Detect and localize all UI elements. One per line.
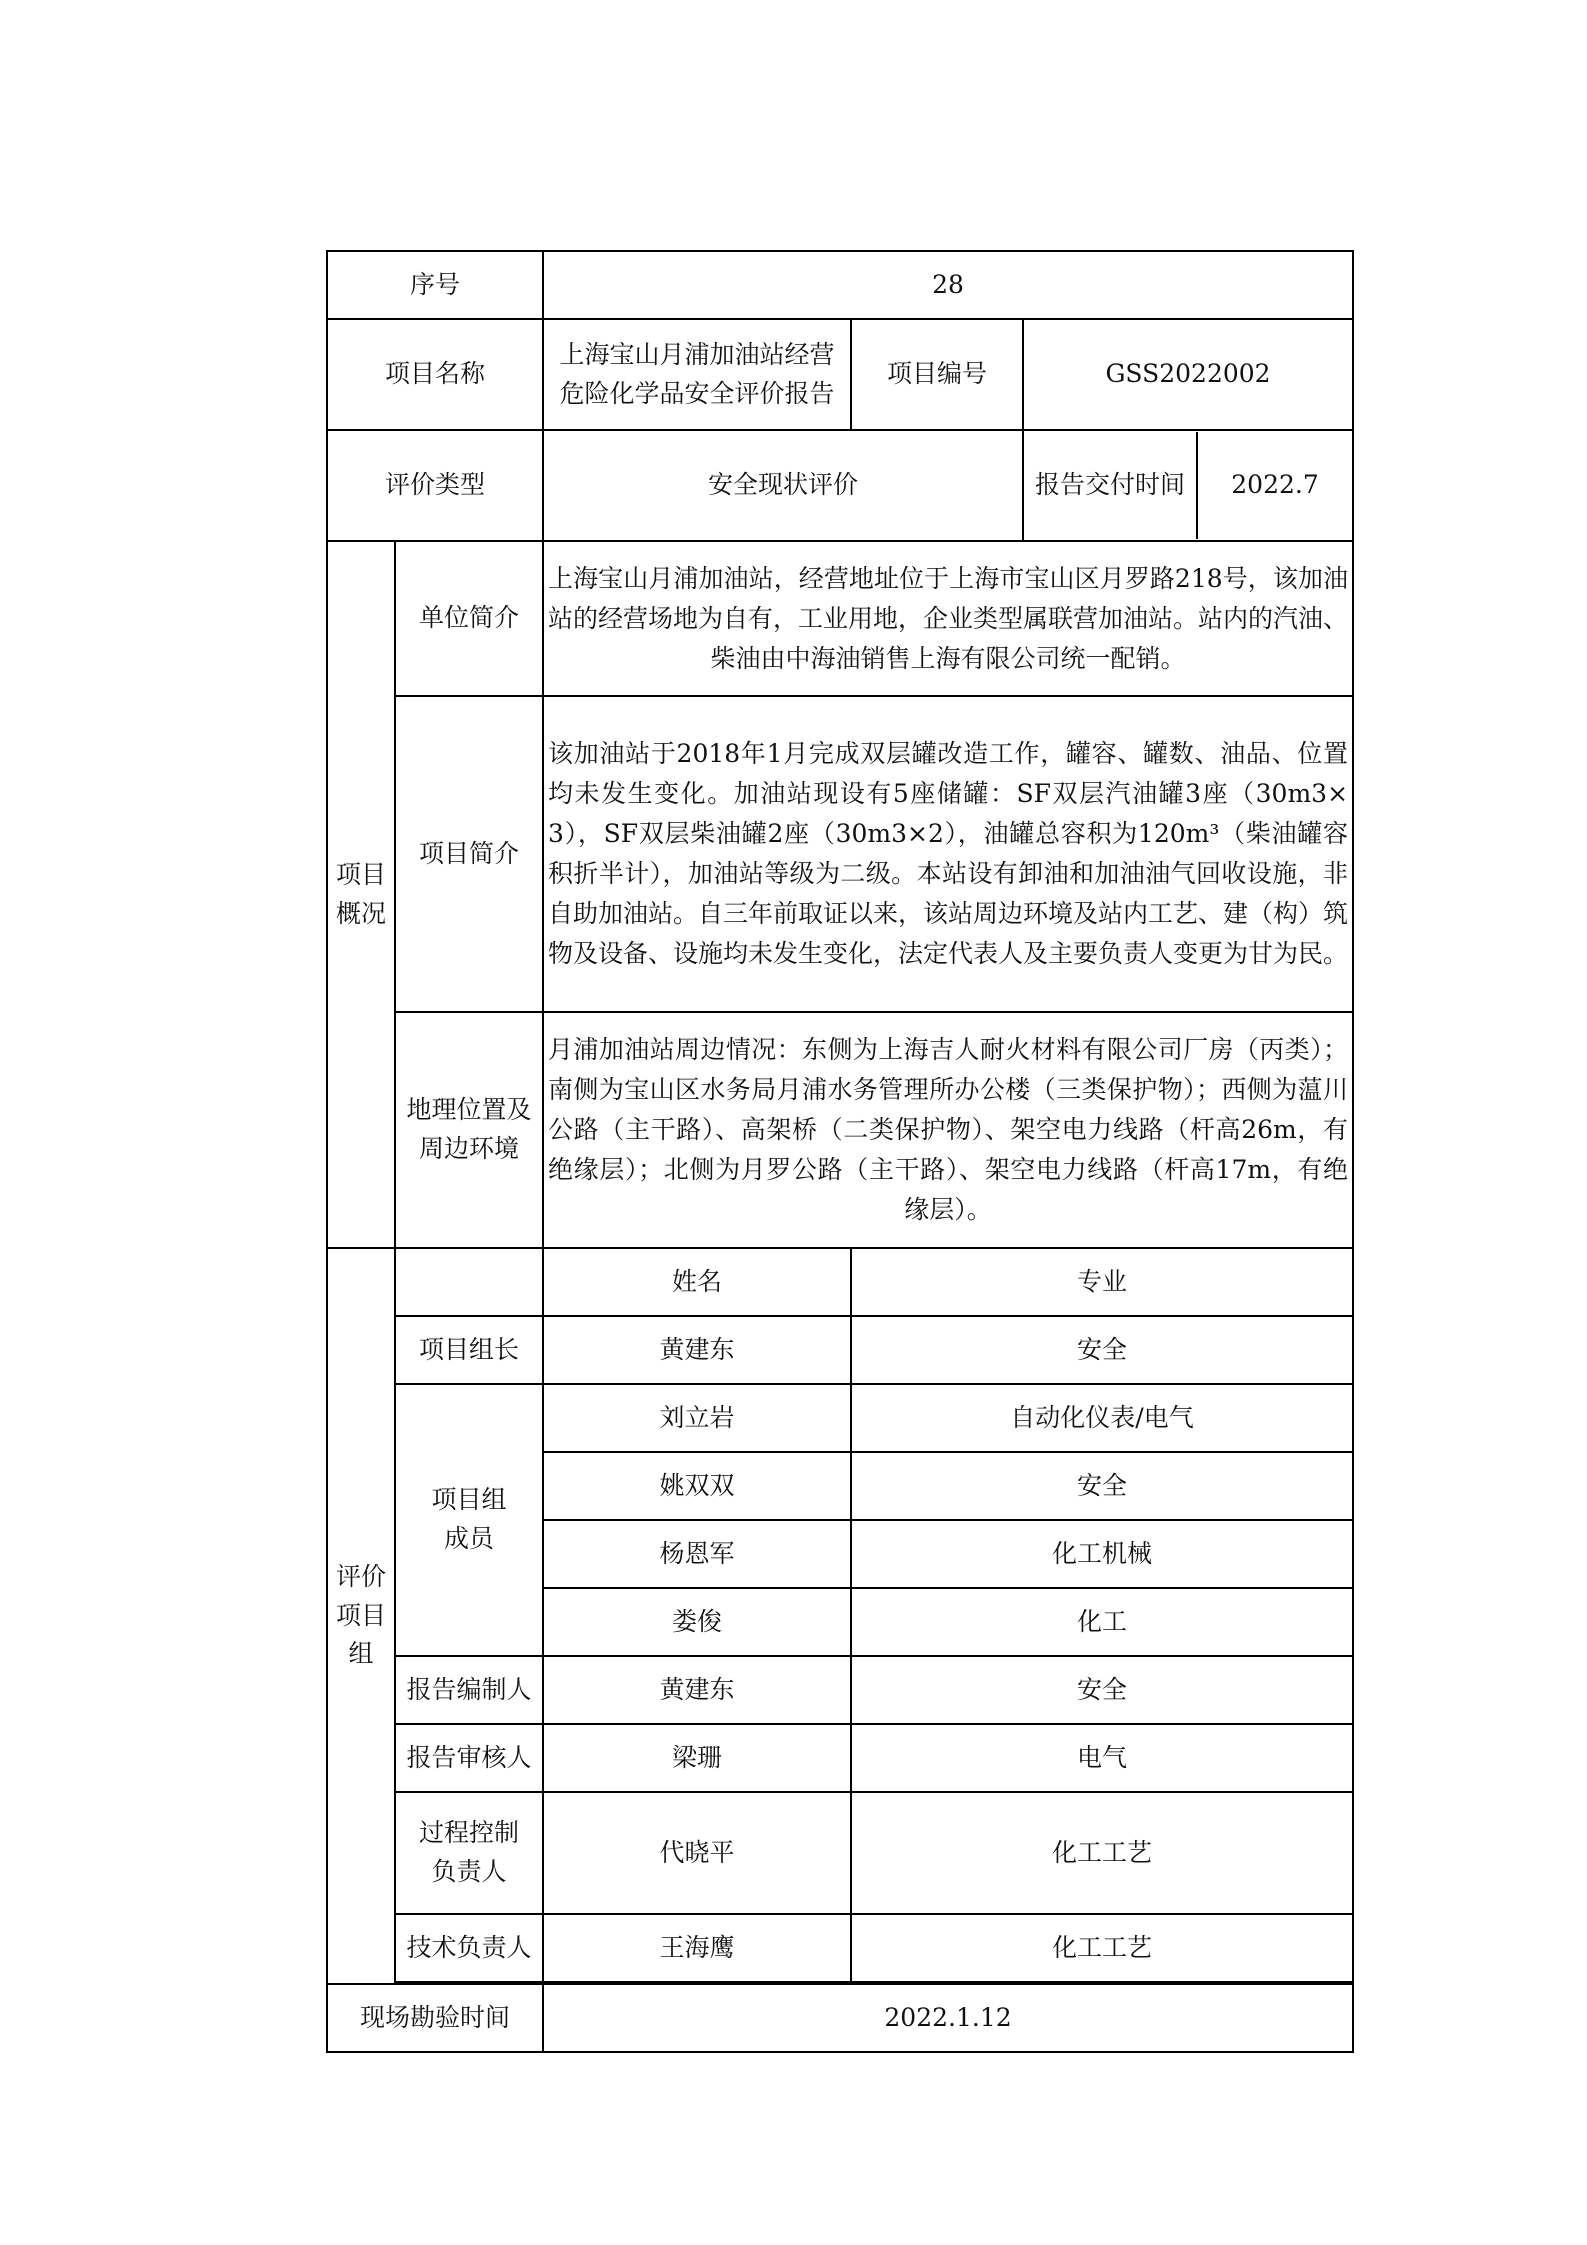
member-name: 刘立岩	[543, 1384, 851, 1452]
process-control-name: 代晓平	[543, 1792, 851, 1914]
delivery-time	[1023, 430, 1353, 541]
team-header-blank	[395, 1248, 543, 1316]
location-text: 月浦加油站周边情况：东侧为上海吉人耐火材料有限公司厂房（丙类）；南侧为宝山区水务局月浦水务管理所办公楼（三类保护物）；西侧为蕰川公路（主干路）、高架桥（二类保护物）、架空电力线路（杆高26m，有绝缘层）；北侧为月罗公路（主干路）、架空电力线路（杆高17m，有绝缘层）。	[543, 1012, 1353, 1248]
serial-value: 28	[543, 251, 1353, 319]
site-survey-value: 2022.1.12	[543, 1984, 1353, 2052]
member-major: 化工	[851, 1588, 1353, 1656]
project-intro-text: 该加油站于2018年1月完成双层罐改造工作，罐容、罐数、油品、位置均未发生变化。加油站现设有5座储罐：SF双层汽油罐3座（30m3×3），SF双层柴油罐2座（30m3×2），油罐总容积为120m³（柴油罐容积折半计），加油站等级为二级。本站设有卸油和加油油气回收设施，非自助加油站。自三年前取证以来，该站周边环境及站内工艺、建（构）筑物及设备、设施均未发生变化，法定代表人及主要负责人变更为甘为民。	[543, 696, 1353, 1012]
process-control-major: 化工工艺	[851, 1792, 1353, 1914]
process-control-label: 过程控制负责人	[395, 1792, 543, 1914]
compiler-name: 黄建东	[543, 1656, 851, 1724]
reviewer-label: 报告审核人	[395, 1724, 543, 1792]
reviewer-name: 梁珊	[543, 1724, 851, 1792]
leader-label: 项目组长	[395, 1316, 543, 1384]
unit-intro-label: 单位简介	[395, 541, 543, 696]
site-survey-label: 现场勘验时间	[327, 1984, 543, 2052]
overview-label: 项目概况	[327, 541, 395, 1248]
serial-label: 序号	[327, 251, 543, 319]
eval-type-value: 安全现状评价	[543, 430, 1023, 541]
eval-type-label: 评价类型	[327, 430, 543, 541]
name-header: 姓名	[543, 1248, 851, 1316]
major-header: 专业	[851, 1248, 1353, 1316]
unit-intro-text: 上海宝山月浦加油站，经营地址位于上海市宝山区月罗路218号，该加油站的经营场地为自有，工业用地，企业类型属联营加油站。站内的汽油、柴油由中海油销售上海有限公司统一配销。	[543, 541, 1353, 696]
delivery-label: 报告交付时间	[1024, 432, 1198, 539]
project-name-value: 上海宝山月浦加油站经营危险化学品安全评价报告	[543, 319, 851, 430]
tech-lead-major: 化工工艺	[851, 1914, 1353, 1982]
member-major: 安全	[851, 1452, 1353, 1520]
project-code-label: 项目编号	[851, 319, 1023, 430]
project-info-table	[326, 250, 1354, 2053]
reviewer-major: 电气	[851, 1724, 1353, 1792]
project-code-value: GSS2022002	[1023, 319, 1353, 430]
compiler-label: 报告编制人	[395, 1656, 543, 1724]
member-major: 化工机械	[851, 1520, 1353, 1588]
member-name: 姚双双	[543, 1452, 851, 1520]
project-name-label: 项目名称	[327, 319, 543, 430]
member-name: 娄俊	[543, 1588, 851, 1656]
delivery-value: 2022.7	[1231, 470, 1319, 500]
project-intro-label: 项目简介	[395, 696, 543, 1012]
leader-major: 安全	[851, 1316, 1353, 1384]
member-major: 自动化仪表/电气	[851, 1384, 1353, 1452]
leader-name: 黄建东	[543, 1316, 851, 1384]
tech-lead-label: 技术负责人	[395, 1914, 543, 1982]
compiler-major: 安全	[851, 1656, 1353, 1724]
tech-lead-name: 王海鹰	[543, 1914, 851, 1982]
member-name: 杨恩军	[543, 1520, 851, 1588]
team-label: 评价项目组	[327, 1248, 395, 1984]
location-label: 地理位置及周边环境	[395, 1012, 543, 1248]
members-label: 项目组成员	[395, 1384, 543, 1656]
